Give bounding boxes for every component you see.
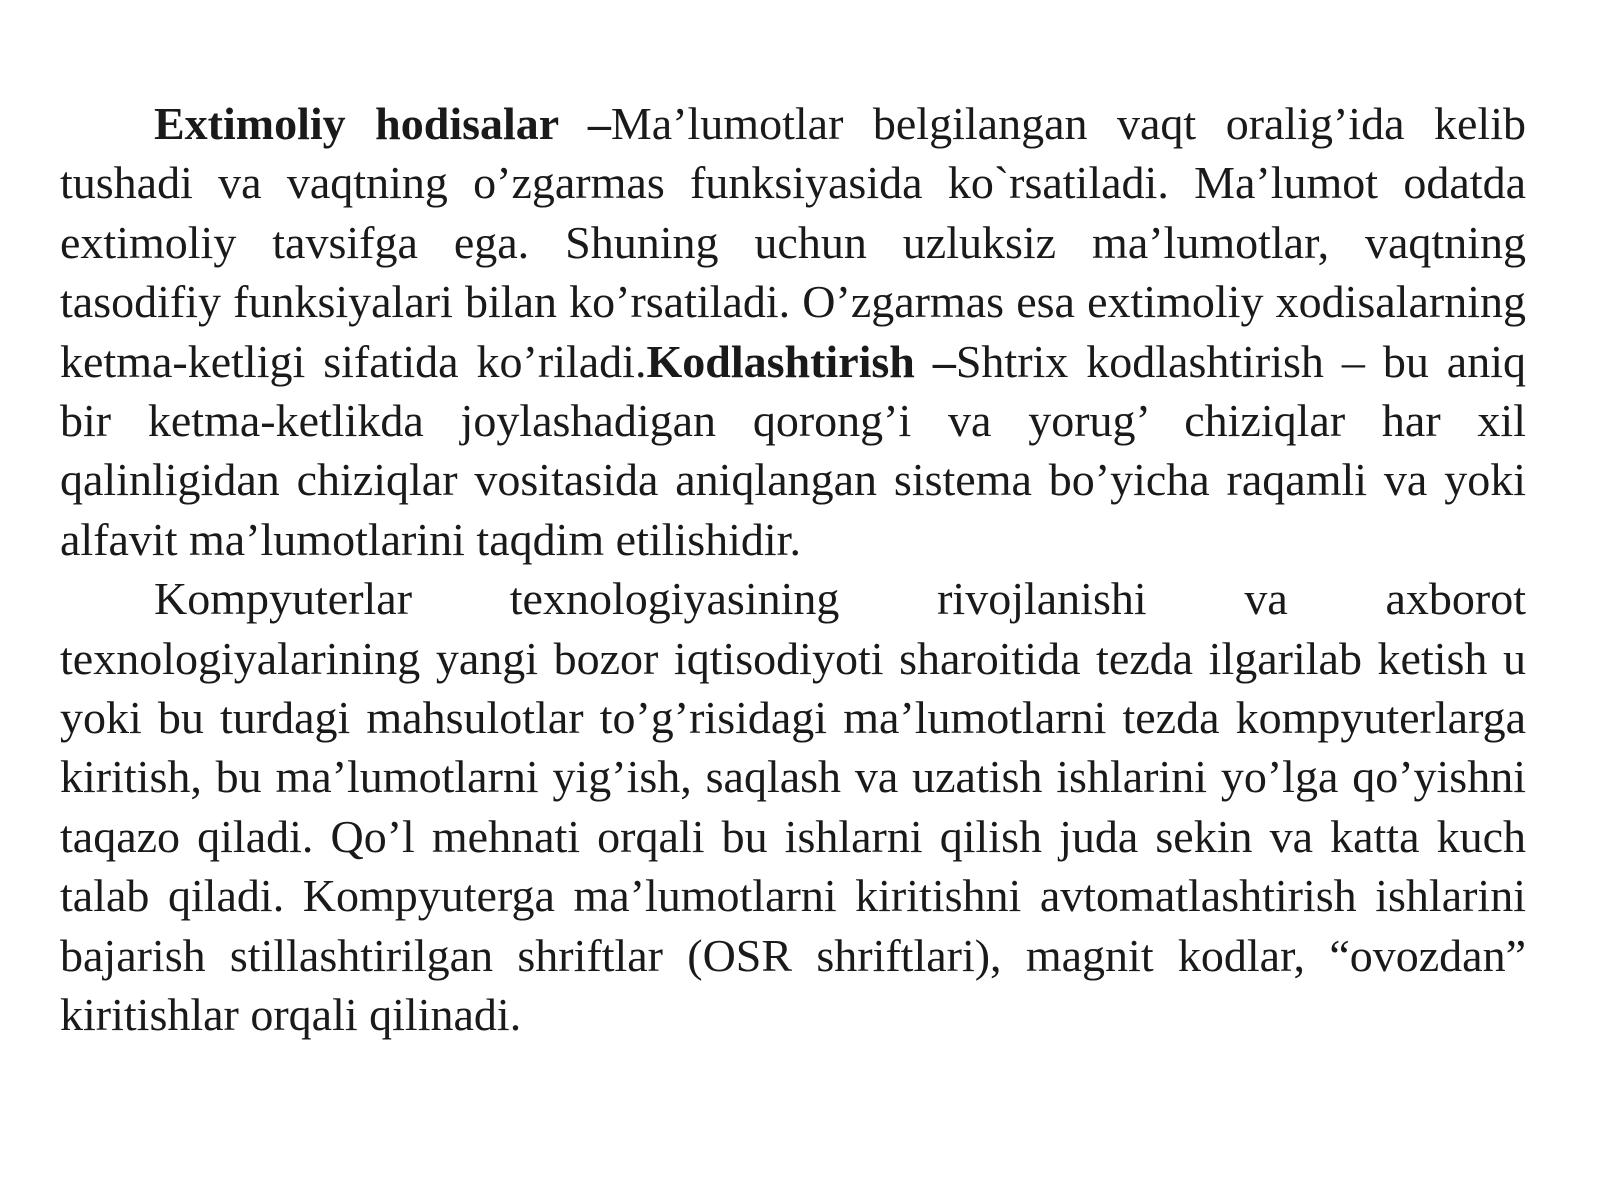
term-extimoliy-hodisalar: Extimoliy hodisalar –: [154, 98, 611, 149]
definition-extimoliy-hodisalar: Ma’lumotlar belgilangan vaqt oralig’ida kelib tushadi va vaqtning o’zgarmas funksiyasida ko`rsatiladi. Ma’lumot odatda extimoliy tavsifga ega. Shuning uchun uzluksiz ma’lumotlar, vaqtning tasodifiy funksiyalari bilan ko’rsatiladi. O’zgarmas esa extimoliy xodisalarning ketma-ketligi sifatida ko’riladi.: [60, 98, 1526, 387]
text-block: [60, 94, 1526, 1045]
paragraph-definitions: [60, 94, 1526, 569]
definition-kodlashtirish: Shtrix kodlashtirish – bu aniq bir ketma-ketlikda joylashadigan qorong’i va yorug’ chiziqlar har xil qalinligidan chiziqlar vositasida aniqlangan sistema bo’yicha raqamli va yoki alfavit ma’lumotlarini taqdim etilishidir.: [60, 335, 1526, 565]
term-kodlashtirish: Kodlashtirish –: [646, 335, 956, 387]
paragraph-computers: Kompyuterlar texnologiyasining rivojlanishi va axborot texnologiyalarining yangi bozor iqtisodiyoti sharoitida tezda ilgarilab ketish u yoki bu turdagi mahsulotlar to’g’risidagi ma’lumotlarni tezda kompyuterlarga kiritish, bu ma’lumotlarni yig’ish, saqlash va uzatish ishlarini yo’lga qo’yishni taqazo qiladi. Qo’l mehnati orqali bu ishlarni qilish juda sekin va katta kuch talab qiladi. Kompyuterga ma’lumotlarni kiritishni avtomatlashtirish ishlarini bajarish stillashtirilgan shriftlar (OSR shriftlari), magnit kodlar, “ovozdan” kiritishlar orqali qilinadi.: [60, 573, 1526, 1041]
